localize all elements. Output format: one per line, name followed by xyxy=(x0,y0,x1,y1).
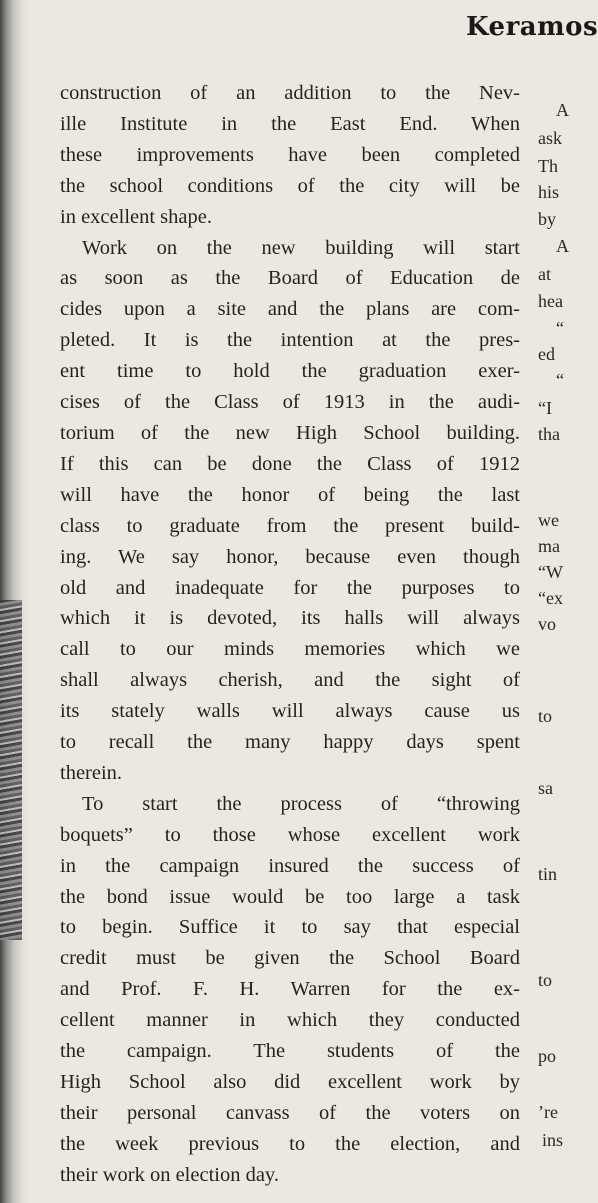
text-line: class to graduate from the present build- xyxy=(60,514,520,537)
cropped-text-fragment: ’re xyxy=(538,1102,558,1122)
text-line: If this can be done the Class of 1912 xyxy=(60,452,520,475)
text-line: pleted. It is the intention at the pres- xyxy=(60,329,520,352)
cropped-text-fragment: tha xyxy=(538,424,560,444)
text-line: boquets” to those whose excellent work xyxy=(60,823,520,846)
text-line: To start the process of “throwing xyxy=(82,792,520,815)
text-line: torium of the new High School building. xyxy=(60,421,520,444)
text-line: the bond issue would be too large a task xyxy=(60,885,520,908)
cropped-text-fragment: tin xyxy=(538,864,558,884)
paragraph xyxy=(60,789,520,1191)
cropped-text-fragment: ed xyxy=(538,344,555,364)
text-line: will have the honor of being the last xyxy=(60,483,520,506)
text-line: and Prof. F. H. Warren for the ex- xyxy=(60,978,520,1001)
cropped-text-fragment: po xyxy=(538,1046,556,1066)
text-line: these improvements have been completed xyxy=(60,143,520,166)
text-line: ing. We say honor, because even though xyxy=(60,545,520,568)
text-line: construction of an addition to the Nev- xyxy=(60,82,520,104)
running-head: Keramos xyxy=(466,12,598,42)
text-line: ent time to hold the graduation exer- xyxy=(60,360,520,383)
text-line: cellent manner in which they conducted xyxy=(60,1009,520,1032)
paragraph xyxy=(60,78,520,233)
cropped-text-fragment: to xyxy=(538,970,553,990)
text-line: the campaign. The students of the xyxy=(60,1040,520,1063)
cropped-text-fragment: sa xyxy=(538,778,553,798)
cropped-text-fragment: “ xyxy=(556,318,564,338)
cropped-text-fragment: we xyxy=(538,510,559,530)
text-line: Work on the new building will start xyxy=(82,236,520,259)
cropped-text-fragment: to xyxy=(538,706,553,726)
cropped-text-fragment: ins xyxy=(542,1130,564,1150)
cropped-text-fragment: vo xyxy=(538,614,556,634)
cropped-text-fragment: “ex xyxy=(538,588,563,608)
text-line: the week previous to the election, and xyxy=(60,1132,520,1155)
text-line: in the campaign insured the success of xyxy=(60,854,520,877)
cropped-text-fragment: “W xyxy=(538,562,563,582)
text-line: their personal canvass of the voters on xyxy=(60,1101,520,1124)
text-line: its stately walls will always cause us xyxy=(60,700,520,723)
text-line: to begin. Suffice it to say that especial xyxy=(60,916,520,939)
cropped-text-fragment: A xyxy=(556,100,569,120)
cropped-text-fragment: ask xyxy=(538,128,562,148)
cropped-text-fragment: Th xyxy=(538,156,558,176)
text-line: shall always cherish, and the sight of xyxy=(60,669,520,692)
text-line: the school conditions of the city will be xyxy=(60,174,520,197)
text-line: therein. xyxy=(60,761,123,784)
cropped-text-fragment: his xyxy=(538,182,560,202)
text-line: which it is devoted, its halls will always xyxy=(60,607,520,630)
main-text-column xyxy=(60,78,520,1191)
cropped-text-fragment: by xyxy=(538,209,556,229)
cropped-text-fragment: “I xyxy=(538,398,552,418)
text-line: credit must be given the School Board xyxy=(60,947,520,970)
text-line: their work on election day. xyxy=(60,1163,279,1186)
cropped-text-fragment: A xyxy=(556,236,569,256)
text-line: in excellent shape. xyxy=(60,205,212,228)
cropped-text-fragment: hea xyxy=(538,291,563,311)
text-line: ille Institute in the East End. When xyxy=(60,112,520,135)
cropped-text-fragment: “ xyxy=(556,370,564,390)
paragraph xyxy=(60,233,520,789)
facing-page-photo-edge xyxy=(0,600,22,940)
text-line: to recall the many happy days spent xyxy=(60,731,520,754)
cropped-text-fragment: at xyxy=(538,264,551,284)
text-line: cides upon a site and the plans are com- xyxy=(60,298,520,321)
cropped-text-fragment: ma xyxy=(538,536,560,556)
text-line: as soon as the Board of Education de xyxy=(60,267,520,290)
text-line: High School also did excellent work by xyxy=(60,1071,520,1093)
text-line: call to our minds memories which we xyxy=(60,638,520,661)
text-line: cises of the Class of 1913 in the audi- xyxy=(60,391,520,414)
text-line: old and inadequate for the purposes to xyxy=(60,576,520,599)
